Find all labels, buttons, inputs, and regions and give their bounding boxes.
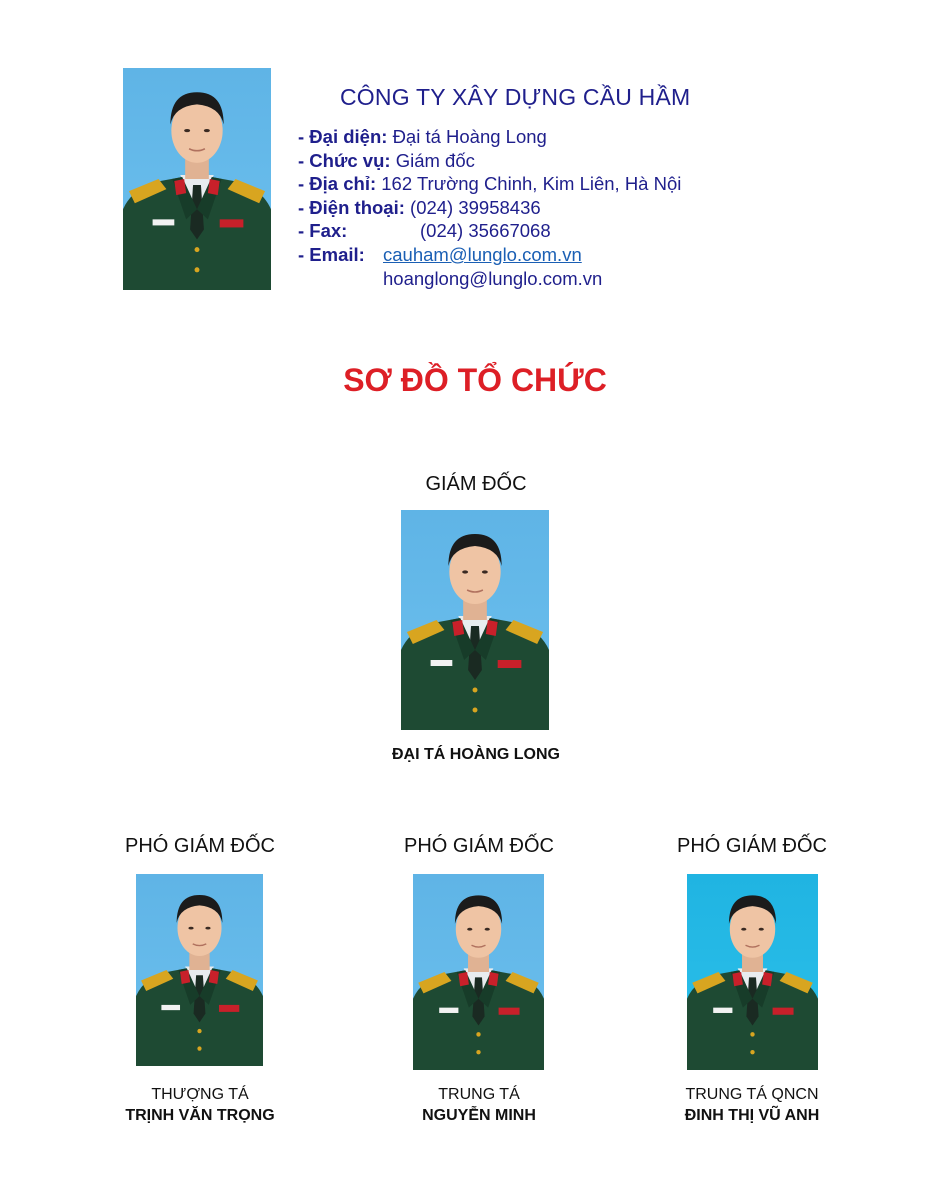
info-label: - Email: [298, 244, 365, 265]
deputy-name: ĐINH THỊ VŨ ANH [684, 1107, 820, 1124]
deputy-photo [687, 874, 818, 1070]
deputy-role: PHÓ GIÁM ĐỐC [124, 835, 275, 857]
deputy-rank: TRUNG TÁ QNCN [685, 1086, 819, 1103]
info-email [298, 244, 582, 266]
deputy-role: PHÓ GIÁM ĐỐC [403, 835, 554, 857]
info-email-secondary: hoanglong@lunglo.com.vn [383, 268, 603, 289]
info-fax [298, 220, 551, 242]
company-title: CÔNG TY XÂY DỰNG CẦU HẦM [340, 84, 691, 110]
info-value: 162 Trường Chinh, Kim Liên, Hà Nội [381, 173, 682, 194]
deputy-photo [136, 874, 263, 1066]
deputy-rank: THƯỢNG TÁ [151, 1086, 249, 1103]
info-value: Giám đốc [395, 150, 475, 171]
deputy-rank: TRUNG TÁ [438, 1086, 520, 1103]
director-name: ĐẠI TÁ HOÀNG LONG [392, 746, 560, 763]
org-chart-title: SƠ ĐỒ TỔ CHỨC [343, 362, 607, 398]
info-label: - Địa chỉ: [298, 173, 377, 194]
info-label: - Chức vụ: [298, 150, 391, 171]
info-label: - Điện thoại: [298, 197, 405, 218]
deputy-name: TRỊNH VĂN TRỌNG [125, 1107, 275, 1124]
director-role: GIÁM ĐỐC [425, 473, 527, 495]
info-label: - Đại diện: [298, 126, 388, 147]
deputy-role: PHÓ GIÁM ĐỐC [676, 835, 827, 857]
info-value: Đại tá Hoàng Long [392, 126, 547, 147]
info-label: - Fax: [298, 220, 348, 241]
info-value: (024) 35667068 [420, 220, 551, 241]
info-phone [298, 197, 541, 219]
info-value: (024) 39958436 [410, 197, 541, 218]
representative-photo [123, 68, 271, 290]
info-representative [298, 126, 547, 148]
deputy-name: NGUYỄN MINH [422, 1107, 536, 1124]
email-link[interactable]: cauham@lunglo.com.vn [383, 244, 582, 265]
director-photo [401, 510, 549, 730]
info-position [298, 150, 475, 172]
deputy-photo [413, 874, 544, 1070]
info-address [298, 173, 681, 195]
